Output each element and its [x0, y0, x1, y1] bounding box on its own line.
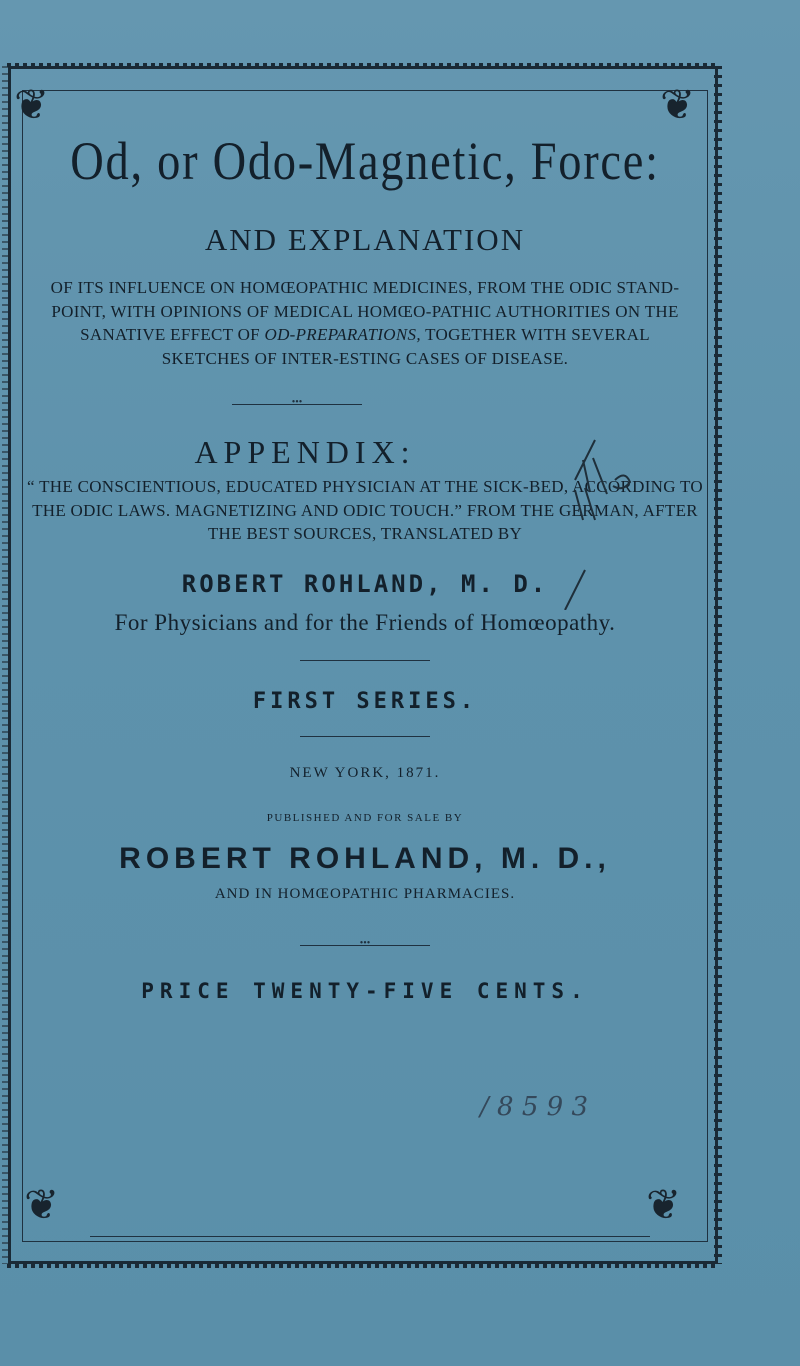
audience-line: For Physicians and for the Friends of Homœopathy.	[114, 609, 616, 635]
description-part-2: TOGETHER WITH SEVERAL SKETCHES OF INTER-ESTING CASES OF DISEASE.	[161, 325, 650, 368]
corner-ornament-icon: ❦	[24, 1180, 60, 1229]
place-and-date: NEW YORK, 1871.	[289, 764, 441, 781]
price-line: PRICE TWENTY-FIVE CENTS.	[141, 978, 589, 1003]
appendix-text: “ THE CONSCIENTIOUS, EDUCATED PHYSICIAN AT THE SICK-BED, ACCORDING TO THE ODIC LAWS. MAGNETIZING AND ODIC TOUCH.” FROM THE GERMAN, AFTER THE BEST SOURCES, TRANSLATED BY	[26, 477, 704, 543]
book-subtitle: AND EXPLANATION	[204, 222, 526, 257]
handwritten-accession-number: / 8 5 9 3	[480, 1092, 588, 1122]
appendix-heading: APPENDIX:	[194, 434, 416, 470]
description-italic: OD-PREPARATIONS,	[264, 325, 421, 344]
ornamental-rule	[232, 398, 362, 410]
book-title: Od, or Odo-Magnetic, Force:	[70, 131, 660, 191]
corner-ornament-icon: ❦	[14, 80, 50, 129]
pharmacies-line: AND IN HOMŒOPATHIC PHARMACIES.	[214, 885, 516, 902]
series-label: FIRST SERIES.	[252, 688, 478, 714]
description-text	[35, 276, 695, 370]
ornamental-rule	[300, 939, 430, 951]
divider	[300, 736, 430, 737]
divider	[300, 660, 430, 661]
bottom-rule	[90, 1236, 650, 1237]
handwritten-stroke	[575, 440, 630, 520]
handwritten-stamp-marks-icon	[535, 420, 665, 610]
corner-ornament-icon: ❦	[646, 1180, 682, 1229]
rule-dots: •••	[291, 397, 303, 408]
description-part-1: OF ITS INFLUENCE ON HOMŒOPATHIC MEDICINES, FROM THE ODIC STAND-POINT, WITH OPINIONS OF MEDICAL HOMŒO-PATHIC AUTHORITIES ON THE SANATIVE EFFECT OF	[50, 278, 680, 344]
right-border-fringe	[714, 66, 722, 1264]
published-by: PUBLISHED AND FOR SALE BY	[266, 811, 464, 824]
publisher-name: ROBERT ROHLAND, M. D.,	[119, 841, 611, 875]
corner-ornament-icon: ❦	[660, 80, 696, 129]
handwritten-stroke	[565, 570, 585, 610]
rule-dots: •••	[359, 937, 371, 949]
author-name: ROBERT ROHLAND, M. D.	[181, 569, 549, 598]
